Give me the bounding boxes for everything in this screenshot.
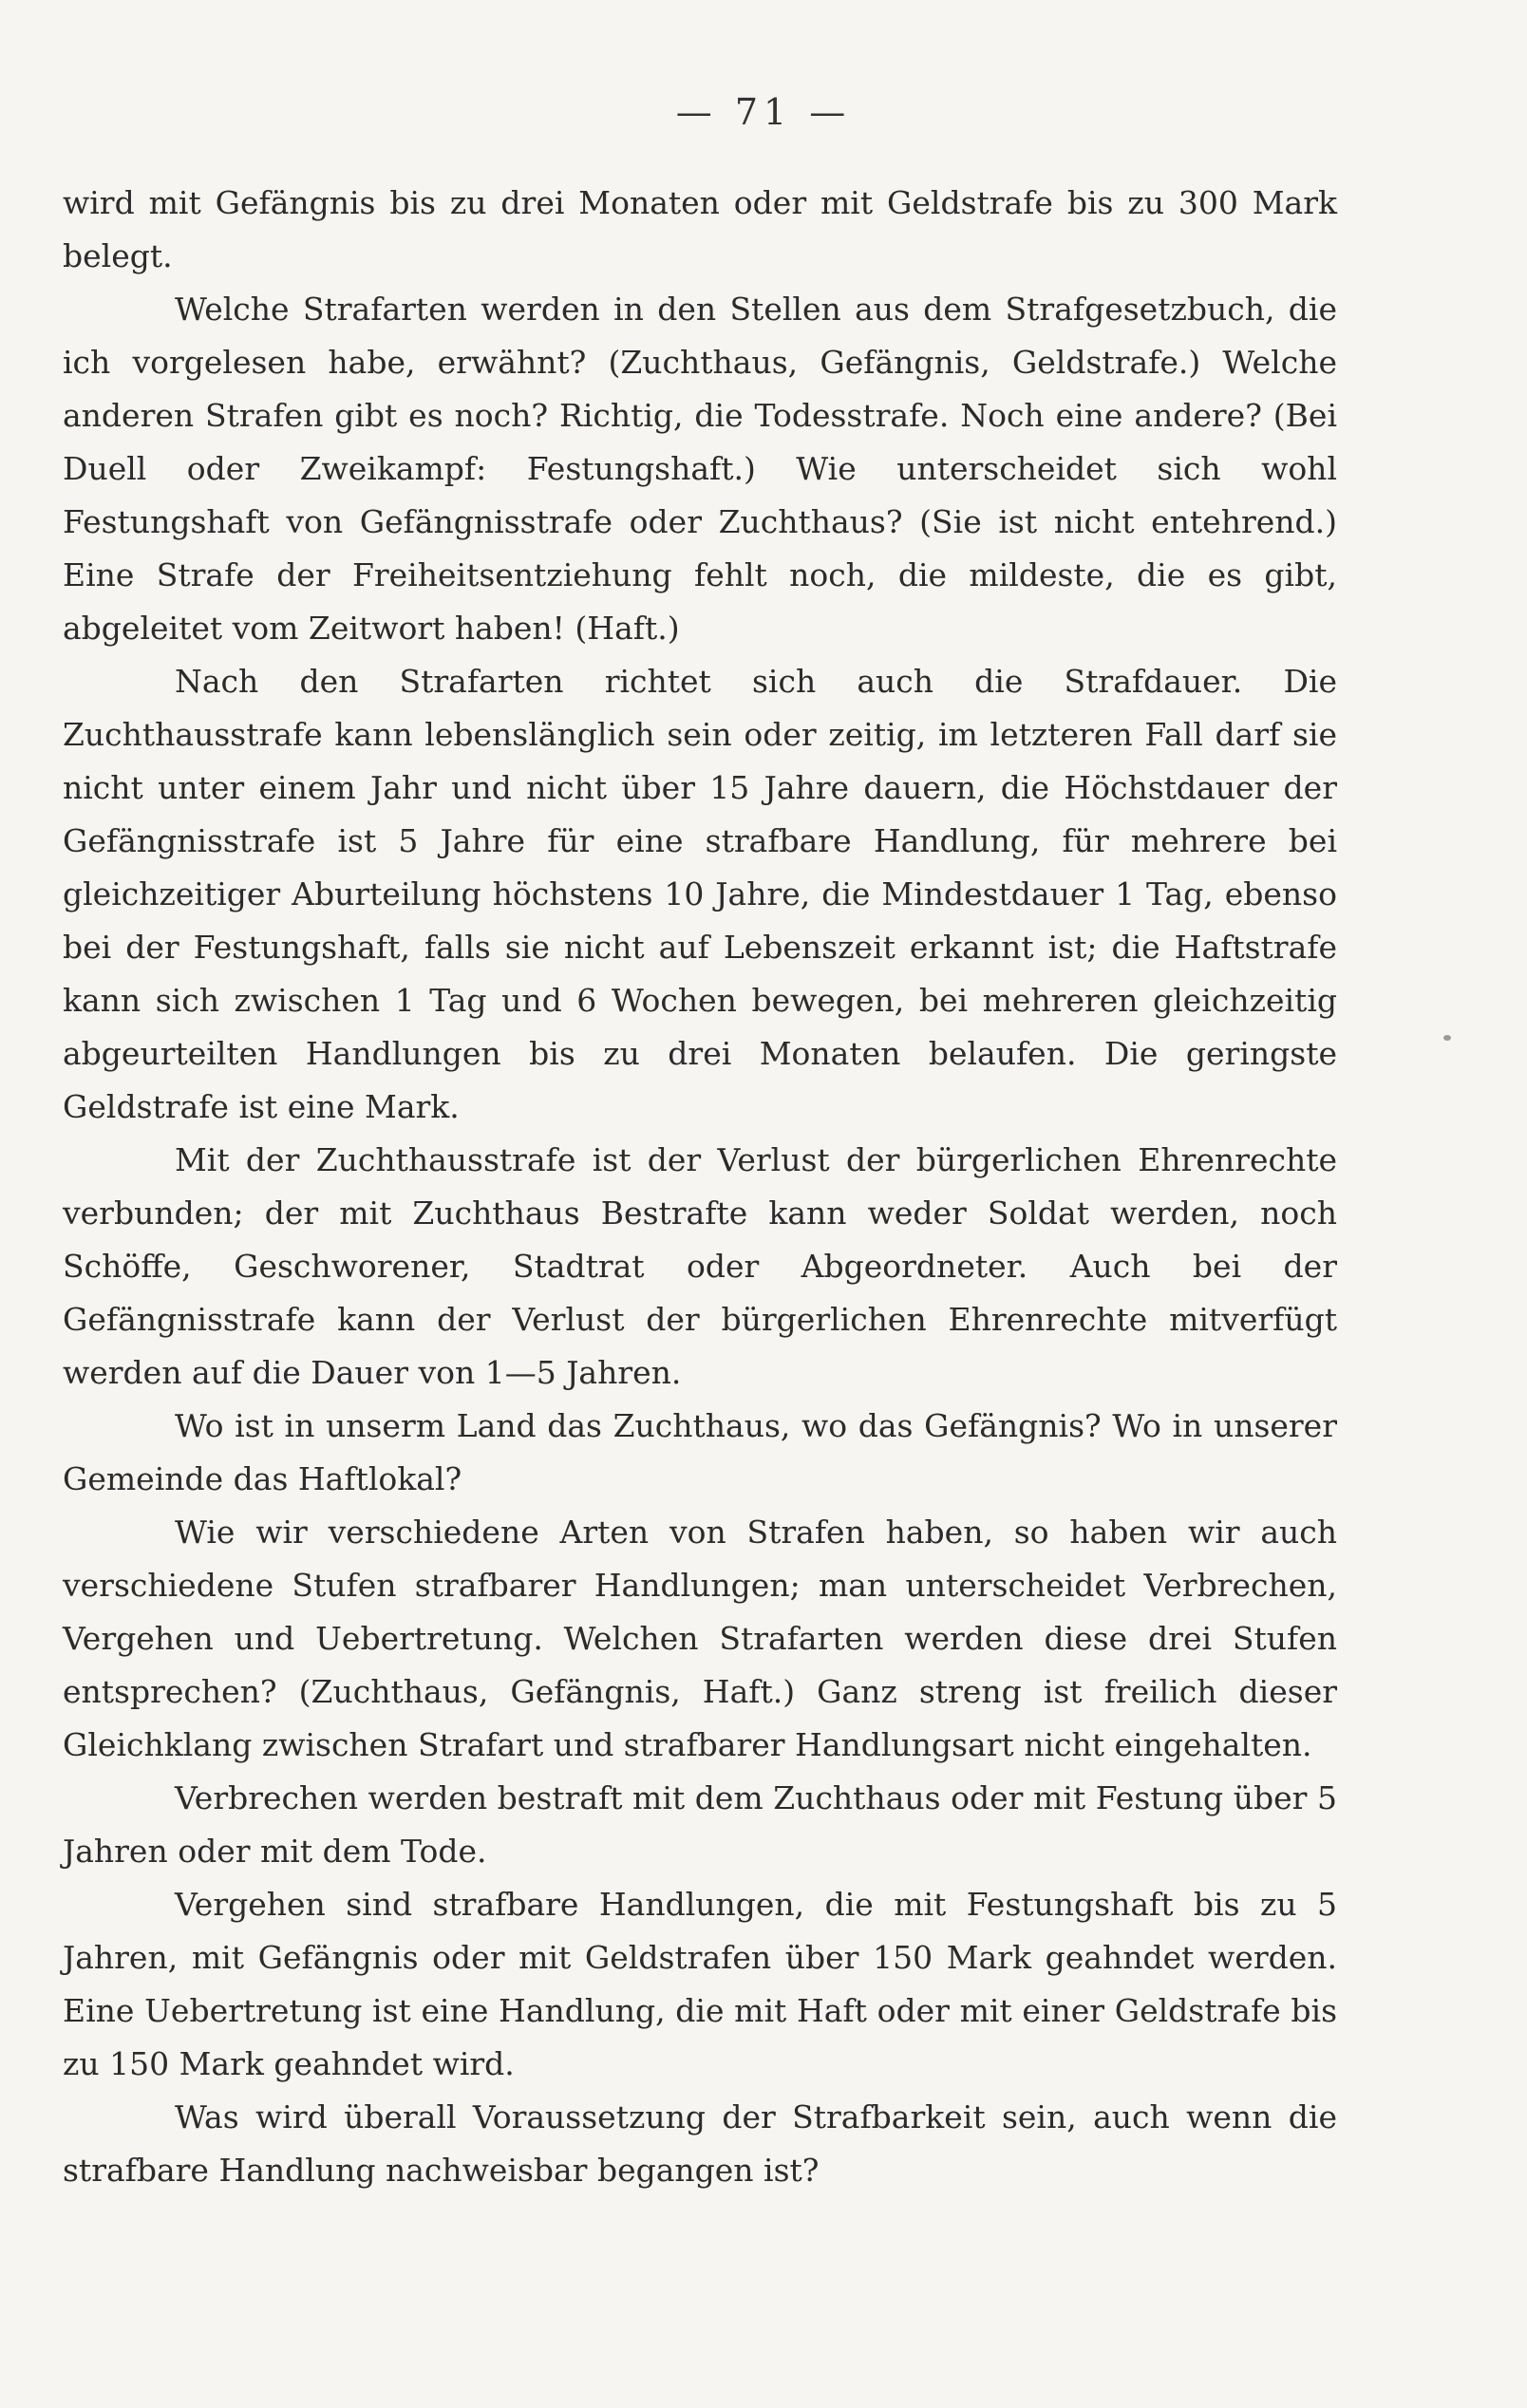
paper-speck: [1443, 1035, 1451, 1041]
paragraph-zuchthaus-location: Wo ist in unserm Land das Zuchthaus, wo das Gefängnis? Wo in unserer Gemeinde das Haftlokal?: [63, 1407, 1337, 1497]
paragraph-strafdauer: Nach den Strafarten richtet sich auch die Strafdauer. Die Zuchthausstrafe kann lebenslänglich sein oder zeitig, im letzteren Fall darf sie nicht unter einem Jahr und nicht über 15 Jahre dauern, die Höchstdauer der Gefängnisstrafe ist 5 Jahre für eine strafbare Handlung, für mehrere bei gleichzeitiger Aburteilung höchstens 10 Jahre, die Mindestdauer 1 Tag, ebenso bei der Festungshaft, falls sie nicht auf Lebenszeit erkannt ist; die Haftstrafe kann sich zwischen 1 Tag und 6 Wochen bewegen, bei mehreren gleichzeitig abgeurteilten Handlungen bis zu drei Monaten belaufen. Die geringste Geldstrafe ist eine Mark.: [63, 663, 1337, 1125]
paragraph-stufen: Wie wir verschiedene Arten von Strafen haben, so haben wir auch verschiedene Stufen strafbarer Handlungen; man unterscheidet Verbrechen, Vergehen und Uebertretung. Welchen Strafarten werden diese drei Stufen entsprechen? (Zuchthaus, Gefängnis, Haft.) Ganz streng ist freilich dieser Gleichklang zwischen Strafart und strafbarer Handlungsart nicht eingehalten.: [63, 1514, 1337, 1763]
paragraph-continuation: wird mit Gefängnis bis zu drei Monaten oder mit Geldstrafe bis zu 300 Mark belegt.: [63, 184, 1337, 274]
paragraph-verbrechen: Verbrechen werden bestraft mit dem Zuchthaus oder mit Festung über 5 Jahren oder mit dem Tode.: [63, 1779, 1337, 1870]
paragraph-vergehen: Vergehen sind strafbare Handlungen, die mit Festungshaft bis zu 5 Jahren, mit Gefängnis oder mit Geldstrafen über 150 Mark geahndet werden. Eine Uebertretung ist eine Handlung, die mit Haft oder mit einer Geldstrafe bis zu 150 Mark geahndet wird.: [63, 1886, 1337, 2082]
paragraph-strafarten-question: Welche Strafarten werden in den Stellen aus dem Strafgesetzbuch, die ich vorgelesen habe, erwähnt? (Zuchthaus, Gefängnis, Geldstrafe.) Welche anderen Strafen gibt es noch? Richtig, die Todesstrafe. Noch eine andere? (Bei Duell oder Zweikampf: Festungshaft.) Wie unterscheidet sich wohl Festungshaft von Gefängnisstrafe oder Zuchthaus? (Sie ist nicht entehrend.) Eine Strafe der Freiheitsentziehung fehlt noch, die mildeste, die es gibt, abgeleitet vom Zeitwort haben! (Haft.): [63, 291, 1337, 647]
paragraph-voraussetzung: Was wird überall Voraussetzung der Strafbarkeit sein, auch wenn die strafbare Handlung nachweisbar begangen ist?: [63, 2098, 1337, 2189]
paragraph-ehrenrechte: Mit der Zuchthausstrafe ist der Verlust der bürgerlichen Ehrenrechte verbunden; der mit Zuchthaus Bestrafte kann weder Soldat werden, noch Schöffe, Geschworener, Stadtrat oder Abgeordneter. Auch bei der Gefängnisstrafe kann der Verlust der bürgerlichen Ehrenrechte mitverfügt werden auf die Dauer von 1—5 Jahren.: [63, 1141, 1337, 1391]
page-number: — 71 —: [675, 91, 852, 133]
body-text: [63, 177, 1337, 2197]
